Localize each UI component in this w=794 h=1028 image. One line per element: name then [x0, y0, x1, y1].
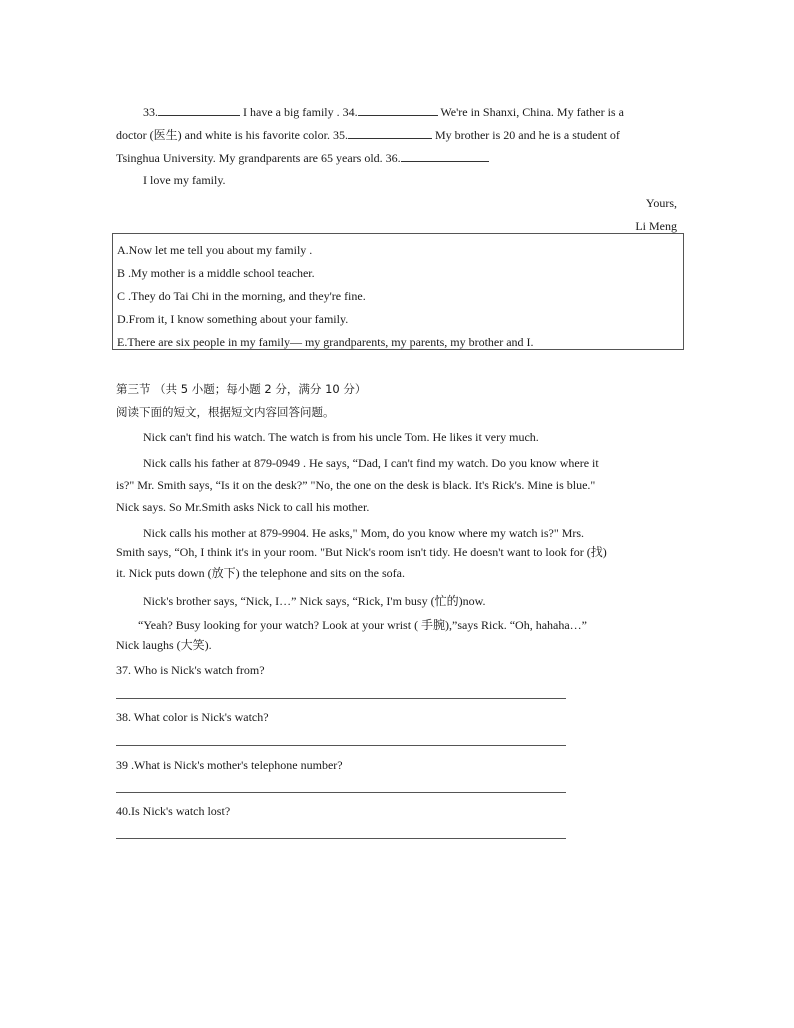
- passage-paragraph-2-line-1: Nick calls his father at 879-0949 . He says, “Dad, I can't find my watch. Do you know where it: [143, 456, 599, 470]
- question-37: 37. Who is Nick's watch from?: [116, 663, 265, 677]
- answer-line-38[interactable]: [116, 745, 566, 746]
- letter-line-3: [116, 149, 489, 166]
- blank-label-33: 33.: [143, 105, 158, 119]
- blank-34[interactable]: [358, 103, 438, 116]
- option-d: D.From it, I know something about your family.: [117, 312, 349, 326]
- question-40: 40.Is Nick's watch lost?: [116, 804, 231, 818]
- passage-paragraph-3-line-2: Smith says, “Oh, I think it's in your room. "But Nick's room isn't tidy. He doesn't want to look for (找): [116, 545, 607, 559]
- passage-paragraph-4: Nick's brother says, “Nick, I…” Nick says, “Rick, I'm busy (忙的)now.: [143, 594, 486, 608]
- blank-36[interactable]: [401, 149, 489, 162]
- letter-text: My brother is 20 and he is a student of: [431, 128, 620, 142]
- answer-line-40[interactable]: [116, 838, 566, 839]
- letter-text: We're in Shanxi, China. My father is a: [437, 105, 624, 119]
- passage-paragraph-2-line-3: Nick says. So Mr.Smith asks Nick to call his mother.: [116, 500, 370, 514]
- option-b: B .My mother is a middle school teacher.: [117, 266, 315, 280]
- letter-line-1: [143, 103, 624, 120]
- letter-closing: Yours,: [645, 196, 677, 210]
- answer-line-39[interactable]: [116, 792, 566, 793]
- section-instruction: 阅读下面的短文，根据短文内容回答问题。: [116, 405, 335, 419]
- option-e: E.There are six people in my family— my grandparents, my parents, my brother and I.: [117, 335, 534, 349]
- blank-35[interactable]: [348, 126, 432, 139]
- blank-33[interactable]: [158, 103, 240, 116]
- passage-paragraph-1: Nick can't find his watch. The watch is from his uncle Tom. He likes it very much.: [143, 430, 539, 444]
- option-a: A.Now let me tell you about my family .: [117, 243, 313, 257]
- letter-text: I have a big family . 34.: [240, 105, 358, 119]
- question-39: 39 .What is Nick's mother's telephone number?: [116, 758, 343, 772]
- letter-line-2: [116, 126, 620, 143]
- options-box: [112, 233, 684, 350]
- section-heading: 第三节 （共 5 小题；每小题 2 分，满分 10 分）: [116, 382, 367, 396]
- letter-text: Tsinghua University. My grandparents are 65 years old. 36.: [116, 151, 401, 165]
- passage-paragraph-3-line-3: it. Nick puts down (放下) the telephone and sits on the sofa.: [116, 566, 405, 580]
- question-38: 38. What color is Nick's watch?: [116, 710, 269, 724]
- passage-paragraph-5-line-1: “Yeah? Busy looking for your watch? Look at your wrist ( 手腕),”says Rick. “Oh, hahaha…”: [138, 618, 588, 632]
- letter-love: I love my family.: [143, 173, 226, 187]
- letter-text: doctor (医生) and white is his favorite color. 35.: [116, 128, 348, 142]
- option-c: C .They do Tai Chi in the morning, and they're fine.: [117, 289, 366, 303]
- passage-paragraph-5-line-2: Nick laughs (大笑).: [116, 638, 212, 652]
- passage-paragraph-3-line-1: Nick calls his mother at 879-9904. He asks," Mom, do you know where my watch is?" Mrs.: [143, 526, 585, 540]
- answer-line-37[interactable]: [116, 698, 566, 699]
- letter-signature: Li Meng: [635, 219, 677, 233]
- passage-paragraph-2-line-2: is?" Mr. Smith says, “Is it on the desk?” "No, the one on the desk is black. It's Rick's. Mine is blue.": [116, 478, 596, 492]
